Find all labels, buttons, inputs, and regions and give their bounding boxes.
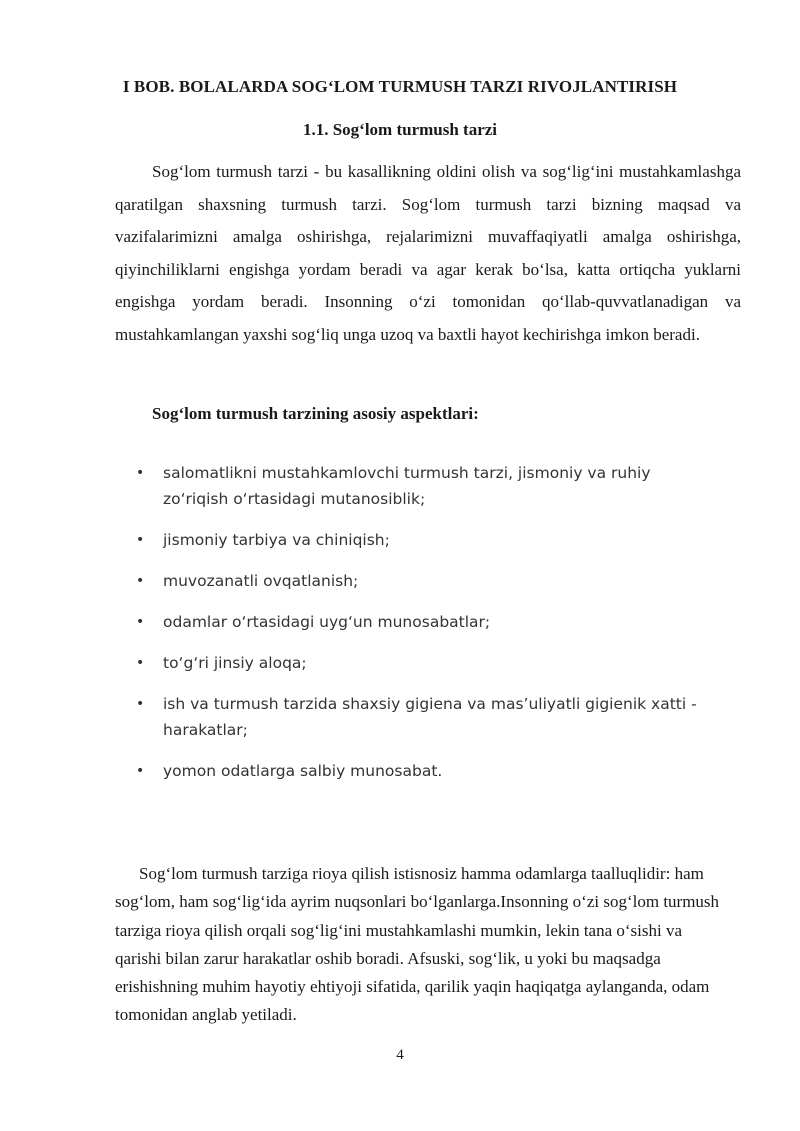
list-item (136, 460, 716, 512)
closing-paragraph: Sog‘lom turmush tarziga rioya qilish istisnosiz hamma odamlarga taalluqlidir: ham sog‘lom, ham sog‘lig‘ida ayrim nuqsonlari bo‘lganlarga.Insonning o‘zi sog‘lom turmush tarziga rioya qilish orqali sog‘lig‘ini mustahkamlashi mumkin, lekin tana o‘sishi va qarishi bilan zarur harakatlar oshib boradi. Afsuski, sog‘lik, u yoki bu maqsadga erishishning muhim hayotiy ehtiyoji sifatida, qarilik yaqin haqiqatga aylanganda, odam tomonidan anglab yetiladi. (115, 864, 720, 1025)
aspects-subheading: Sog‘lom turmush tarzining asosiy aspektlari: (152, 404, 479, 423)
list-item (136, 609, 716, 635)
aspects-list (136, 460, 716, 799)
list-item-text: to‘g‘ri jinsiy aloqa; (163, 654, 307, 672)
bullet-icon: • (136, 532, 145, 548)
list-item-text: ish va turmush tarzida shaxsiy gigiena va mas’uliyatli gigienik xatti - harakatlar; (163, 695, 697, 739)
list-item-text: muvozanatli ovqatlanish; (163, 572, 359, 590)
bullet-icon: • (136, 763, 145, 779)
list-item-text: odamlar o‘rtasidagi uyg‘un munosabatlar; (163, 613, 491, 631)
list-item (136, 650, 716, 676)
chapter-title: I BOB. BOLALARDA SOG‘LOM TURMUSH TARZI RIVOJLANTIRISH (122, 77, 678, 96)
list-item (136, 758, 716, 784)
bullet-icon: • (136, 573, 145, 589)
bullet-icon: • (136, 614, 145, 630)
bullet-icon: • (136, 465, 145, 481)
section-title: 1.1. Sog‘lom turmush tarzi (302, 120, 498, 139)
bullet-icon: • (136, 696, 145, 712)
intro-paragraph: Sog‘lom turmush tarzi - bu kasallikning oldini olish va sog‘lig‘ini mustahkamlashga qaratilgan shaxsning turmush tarzi. Sog‘lom turmush tarzi bizning maqsad va vazifalarimizni amalga oshirishga, rejalarimizni muvaffaqiyatli amalga oshirishga, qiyinchiliklarni engishga yordam beradi va agar kerak bo‘lsa, katta ortiqcha yuklarni engishga yordam beradi. Insonning o‘zi tomonidan qo‘llab-quvvatlanadigan va mustahkamlangan yaxshi sog‘liq unga uzoq va baxtli hayot kechirishga imkon beradi. (115, 162, 741, 344)
list-item-text: jismoniy tarbiya va chiniqish; (163, 531, 390, 549)
list-item (136, 568, 716, 594)
bullet-icon: • (136, 655, 145, 671)
list-item-text: yomon odatlarga salbiy munosabat. (163, 762, 443, 780)
list-item-text: salomatlikni mustahkamlovchi turmush tarzi, jismoniy va ruhiy zo‘riqish o‘rtasidagi mutanosiblik; (163, 464, 651, 508)
page-number: 4 (396, 1047, 404, 1063)
list-item (136, 527, 716, 553)
list-item (136, 691, 716, 743)
